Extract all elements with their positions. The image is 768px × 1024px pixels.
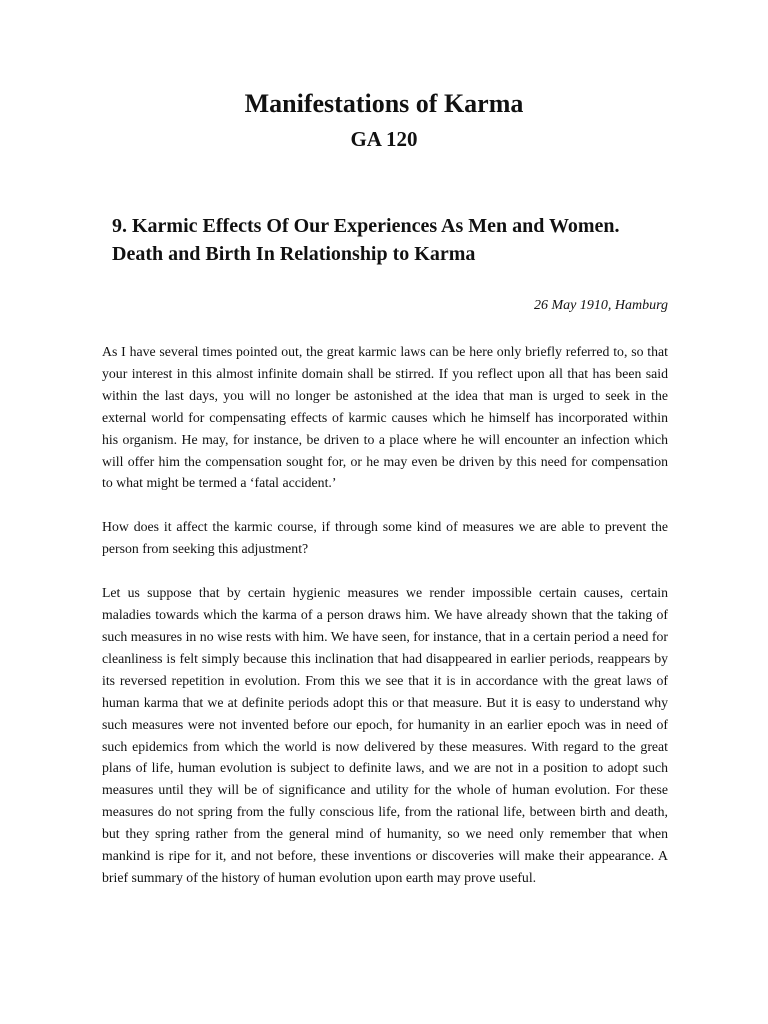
chapter-title: 9. Karmic Effects Of Our Experiences As Men and Women. Death and Birth In Relationship to Karma	[112, 215, 620, 265]
paragraph: Let us suppose that by certain hygienic measures we render impossible certain causes, certain maladies towards which the karma of a person draws him. We have already shown that the taking of such measures in no wise rests with him. We have seen, for instance, that in a certain period a need for cleanliness is felt simply because this inclination that had disappeared in earlier periods, reappears by its reversed repetition in evolution. From this we see that it is in accordance with the great laws of human karma that we at definite periods adopt this or that measure. But it is easy to understand why such measures were not invented before our epoch, for humanity in an earlier epoch was in need of such epidemics from which the world is now delivered by these measures. With regard to the great plans of life, human evolution is subject to definite laws, and we are not in a position to adopt such measures until they will be of significance and utility for the whole of human evolution. For these measures do not spring from the fully conscious life, from the rational life, between birth and death, but they spring rather from the general mind of humanity, so we need only remember that when mankind is ripe for it, and not before, these inventions or discoveries will make their appearance. A brief summary of the history of human evolution upon earth may prove useful.	[102, 585, 668, 885]
paragraph: How does it affect the karmic course, if through some kind of measures we are able to prevent the person from seeking this adjustment?	[102, 519, 668, 557]
book-title: Manifestations of Karma	[244, 89, 524, 118]
body-text	[102, 341, 668, 911]
paragraph: As I have several times pointed out, the great karmic laws can be here only briefly referred to, so that your interest in this almost infinite domain shall be stirred. If you reflect upon all that has been said within the last days, you will no longer be astonished at the idea that man is urged to seek in the external world for compensating effects of karmic causes which he himself has incorporated within his organism. He may, for instance, be driven to a place where he will encounter an infection which will offer him the compensation sought for, or he may even be driven by this need for compensation to what might be termed a ‘fatal accident.’	[102, 344, 668, 491]
book-subtitle: GA 120	[350, 127, 418, 151]
lecture-date-place: 26 May 1910, Hamburg	[533, 298, 668, 313]
